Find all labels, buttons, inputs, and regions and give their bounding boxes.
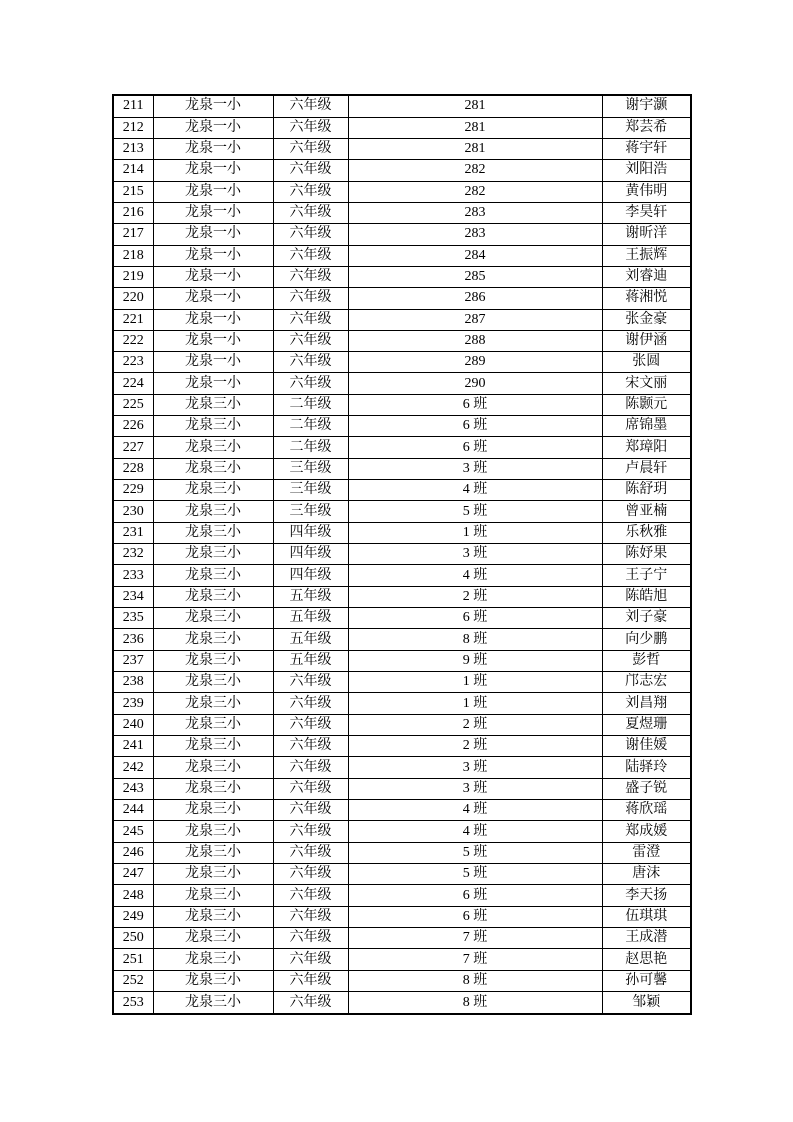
cell-class: 282 xyxy=(348,181,602,202)
table-row xyxy=(113,778,691,799)
table-row xyxy=(113,458,691,479)
cell-grade: 六年级 xyxy=(273,117,348,138)
cell-serial-number: 231 xyxy=(113,522,153,543)
cell-class: 1 班 xyxy=(348,522,602,543)
cell-school: 龙泉三小 xyxy=(153,885,273,906)
table-row xyxy=(113,629,691,650)
cell-grade: 六年级 xyxy=(273,202,348,223)
cell-serial-number: 235 xyxy=(113,608,153,629)
cell-serial-number: 244 xyxy=(113,800,153,821)
cell-school: 龙泉一小 xyxy=(153,160,273,181)
cell-class: 3 班 xyxy=(348,544,602,565)
table-row xyxy=(113,501,691,522)
cell-student-name: 谢宇灏 xyxy=(602,95,691,117)
cell-grade: 二年级 xyxy=(273,437,348,458)
cell-serial-number: 226 xyxy=(113,416,153,437)
cell-class: 5 班 xyxy=(348,842,602,863)
cell-serial-number: 211 xyxy=(113,95,153,117)
cell-school: 龙泉三小 xyxy=(153,842,273,863)
cell-student-name: 黄伟明 xyxy=(602,181,691,202)
table-row xyxy=(113,586,691,607)
cell-school: 龙泉一小 xyxy=(153,95,273,117)
table-row xyxy=(113,266,691,287)
cell-grade: 六年级 xyxy=(273,224,348,245)
cell-student-name: 陆驿玲 xyxy=(602,757,691,778)
cell-serial-number: 218 xyxy=(113,245,153,266)
cell-school: 龙泉三小 xyxy=(153,970,273,991)
cell-school: 龙泉一小 xyxy=(153,309,273,330)
cell-student-name: 邹颖 xyxy=(602,992,691,1015)
table-row xyxy=(113,800,691,821)
table-row xyxy=(113,928,691,949)
cell-serial-number: 228 xyxy=(113,458,153,479)
cell-class: 7 班 xyxy=(348,928,602,949)
cell-school: 龙泉三小 xyxy=(153,992,273,1015)
cell-school: 龙泉三小 xyxy=(153,437,273,458)
cell-grade: 三年级 xyxy=(273,480,348,501)
cell-class: 6 班 xyxy=(348,608,602,629)
table-row xyxy=(113,608,691,629)
table-row xyxy=(113,842,691,863)
table-row xyxy=(113,394,691,415)
cell-class: 281 xyxy=(348,138,602,159)
cell-school: 龙泉三小 xyxy=(153,650,273,671)
cell-class: 285 xyxy=(348,266,602,287)
cell-class: 4 班 xyxy=(348,480,602,501)
table-row xyxy=(113,352,691,373)
cell-school: 龙泉一小 xyxy=(153,352,273,373)
cell-grade: 六年级 xyxy=(273,864,348,885)
cell-school: 龙泉三小 xyxy=(153,629,273,650)
cell-serial-number: 246 xyxy=(113,842,153,863)
table-row xyxy=(113,288,691,309)
cell-serial-number: 234 xyxy=(113,586,153,607)
cell-school: 龙泉三小 xyxy=(153,416,273,437)
cell-serial-number: 221 xyxy=(113,309,153,330)
cell-grade: 二年级 xyxy=(273,416,348,437)
cell-class: 4 班 xyxy=(348,821,602,842)
cell-grade: 四年级 xyxy=(273,565,348,586)
cell-grade: 六年级 xyxy=(273,714,348,735)
cell-grade: 六年级 xyxy=(273,245,348,266)
cell-serial-number: 212 xyxy=(113,117,153,138)
cell-student-name: 郑璋阳 xyxy=(602,437,691,458)
cell-student-name: 刘睿迪 xyxy=(602,266,691,287)
cell-grade: 六年级 xyxy=(273,885,348,906)
table-row xyxy=(113,992,691,1015)
table-row xyxy=(113,565,691,586)
cell-school: 龙泉三小 xyxy=(153,586,273,607)
cell-student-name: 王振辉 xyxy=(602,245,691,266)
cell-grade: 二年级 xyxy=(273,394,348,415)
cell-student-name: 盛子锐 xyxy=(602,778,691,799)
cell-student-name: 刘子豪 xyxy=(602,608,691,629)
cell-serial-number: 230 xyxy=(113,501,153,522)
cell-student-name: 陈舒玥 xyxy=(602,480,691,501)
cell-student-name: 李天扬 xyxy=(602,885,691,906)
cell-school: 龙泉三小 xyxy=(153,501,273,522)
cell-grade: 六年级 xyxy=(273,949,348,970)
cell-class: 8 班 xyxy=(348,629,602,650)
cell-grade: 四年级 xyxy=(273,522,348,543)
cell-class: 1 班 xyxy=(348,693,602,714)
cell-student-name: 陈妤果 xyxy=(602,544,691,565)
cell-grade: 六年级 xyxy=(273,821,348,842)
cell-school: 龙泉三小 xyxy=(153,565,273,586)
cell-school: 龙泉一小 xyxy=(153,266,273,287)
cell-serial-number: 242 xyxy=(113,757,153,778)
cell-serial-number: 214 xyxy=(113,160,153,181)
cell-serial-number: 239 xyxy=(113,693,153,714)
cell-class: 6 班 xyxy=(348,885,602,906)
cell-grade: 三年级 xyxy=(273,458,348,479)
cell-serial-number: 220 xyxy=(113,288,153,309)
table-row xyxy=(113,117,691,138)
cell-school: 龙泉一小 xyxy=(153,373,273,394)
cell-school: 龙泉一小 xyxy=(153,224,273,245)
cell-class: 283 xyxy=(348,202,602,223)
cell-school: 龙泉三小 xyxy=(153,906,273,927)
table-row xyxy=(113,885,691,906)
table-row xyxy=(113,650,691,671)
cell-serial-number: 215 xyxy=(113,181,153,202)
cell-serial-number: 241 xyxy=(113,736,153,757)
cell-student-name: 曾亚楠 xyxy=(602,501,691,522)
cell-school: 龙泉一小 xyxy=(153,330,273,351)
cell-class: 2 班 xyxy=(348,714,602,735)
cell-grade: 六年级 xyxy=(273,352,348,373)
cell-class: 3 班 xyxy=(348,757,602,778)
cell-student-name: 郑成媛 xyxy=(602,821,691,842)
table-row xyxy=(113,138,691,159)
table-row xyxy=(113,757,691,778)
cell-student-name: 陈颢元 xyxy=(602,394,691,415)
table-row xyxy=(113,437,691,458)
cell-student-name: 刘昌翔 xyxy=(602,693,691,714)
cell-school: 龙泉三小 xyxy=(153,821,273,842)
cell-grade: 六年级 xyxy=(273,181,348,202)
cell-class: 282 xyxy=(348,160,602,181)
cell-grade: 六年级 xyxy=(273,992,348,1015)
cell-grade: 六年级 xyxy=(273,842,348,863)
cell-student-name: 陈皓旭 xyxy=(602,586,691,607)
table-row xyxy=(113,522,691,543)
cell-class: 286 xyxy=(348,288,602,309)
cell-serial-number: 243 xyxy=(113,778,153,799)
cell-grade: 六年级 xyxy=(273,373,348,394)
cell-serial-number: 251 xyxy=(113,949,153,970)
cell-serial-number: 232 xyxy=(113,544,153,565)
cell-serial-number: 219 xyxy=(113,266,153,287)
table-row xyxy=(113,672,691,693)
cell-serial-number: 224 xyxy=(113,373,153,394)
cell-school: 龙泉三小 xyxy=(153,672,273,693)
cell-class: 289 xyxy=(348,352,602,373)
cell-student-name: 张圆 xyxy=(602,352,691,373)
cell-school: 龙泉三小 xyxy=(153,394,273,415)
cell-class: 2 班 xyxy=(348,736,602,757)
cell-grade: 六年级 xyxy=(273,160,348,181)
table-row xyxy=(113,864,691,885)
cell-serial-number: 245 xyxy=(113,821,153,842)
cell-school: 龙泉一小 xyxy=(153,138,273,159)
cell-student-name: 王成潜 xyxy=(602,928,691,949)
cell-school: 龙泉三小 xyxy=(153,522,273,543)
cell-class: 3 班 xyxy=(348,458,602,479)
cell-student-name: 雷澄 xyxy=(602,842,691,863)
cell-school: 龙泉三小 xyxy=(153,778,273,799)
cell-student-name: 席锦墨 xyxy=(602,416,691,437)
cell-serial-number: 238 xyxy=(113,672,153,693)
cell-serial-number: 240 xyxy=(113,714,153,735)
cell-school: 龙泉一小 xyxy=(153,245,273,266)
cell-student-name: 唐沫 xyxy=(602,864,691,885)
cell-school: 龙泉一小 xyxy=(153,202,273,223)
cell-grade: 五年级 xyxy=(273,608,348,629)
cell-grade: 六年级 xyxy=(273,928,348,949)
cell-student-name: 彭哲 xyxy=(602,650,691,671)
cell-serial-number: 223 xyxy=(113,352,153,373)
cell-class: 290 xyxy=(348,373,602,394)
cell-student-name: 赵思艳 xyxy=(602,949,691,970)
cell-student-name: 邝志宏 xyxy=(602,672,691,693)
cell-class: 287 xyxy=(348,309,602,330)
cell-class: 1 班 xyxy=(348,672,602,693)
cell-school: 龙泉三小 xyxy=(153,757,273,778)
cell-grade: 六年级 xyxy=(273,736,348,757)
cell-class: 5 班 xyxy=(348,864,602,885)
cell-student-name: 孙可馨 xyxy=(602,970,691,991)
cell-class: 281 xyxy=(348,117,602,138)
table-row xyxy=(113,245,691,266)
table-row xyxy=(113,693,691,714)
cell-student-name: 宋文丽 xyxy=(602,373,691,394)
cell-class: 9 班 xyxy=(348,650,602,671)
cell-serial-number: 252 xyxy=(113,970,153,991)
cell-serial-number: 229 xyxy=(113,480,153,501)
cell-grade: 六年级 xyxy=(273,672,348,693)
cell-grade: 六年级 xyxy=(273,693,348,714)
table-row xyxy=(113,821,691,842)
table-row xyxy=(113,95,691,117)
cell-student-name: 谢佳媛 xyxy=(602,736,691,757)
cell-grade: 三年级 xyxy=(273,501,348,522)
cell-school: 龙泉三小 xyxy=(153,800,273,821)
cell-student-name: 李昊轩 xyxy=(602,202,691,223)
cell-student-name: 夏煜珊 xyxy=(602,714,691,735)
cell-school: 龙泉一小 xyxy=(153,181,273,202)
cell-grade: 六年级 xyxy=(273,309,348,330)
cell-school: 龙泉三小 xyxy=(153,928,273,949)
cell-serial-number: 216 xyxy=(113,202,153,223)
cell-class: 6 班 xyxy=(348,394,602,415)
table-row xyxy=(113,714,691,735)
cell-student-name: 蒋欣瑶 xyxy=(602,800,691,821)
cell-class: 284 xyxy=(348,245,602,266)
cell-class: 4 班 xyxy=(348,800,602,821)
cell-grade: 四年级 xyxy=(273,544,348,565)
cell-school: 龙泉三小 xyxy=(153,544,273,565)
cell-grade: 五年级 xyxy=(273,650,348,671)
table-row xyxy=(113,160,691,181)
cell-class: 6 班 xyxy=(348,906,602,927)
cell-class: 8 班 xyxy=(348,992,602,1015)
cell-grade: 六年级 xyxy=(273,757,348,778)
cell-grade: 六年级 xyxy=(273,970,348,991)
cell-class: 8 班 xyxy=(348,970,602,991)
cell-school: 龙泉三小 xyxy=(153,608,273,629)
student-table xyxy=(112,94,692,1015)
cell-serial-number: 248 xyxy=(113,885,153,906)
cell-class: 283 xyxy=(348,224,602,245)
cell-class: 5 班 xyxy=(348,501,602,522)
cell-school: 龙泉三小 xyxy=(153,949,273,970)
cell-grade: 六年级 xyxy=(273,266,348,287)
cell-serial-number: 217 xyxy=(113,224,153,245)
cell-serial-number: 247 xyxy=(113,864,153,885)
cell-student-name: 郑芸希 xyxy=(602,117,691,138)
cell-class: 3 班 xyxy=(348,778,602,799)
table-row xyxy=(113,544,691,565)
cell-student-name: 谢昕洋 xyxy=(602,224,691,245)
cell-class: 6 班 xyxy=(348,437,602,458)
student-table-body xyxy=(113,95,691,1014)
table-row xyxy=(113,181,691,202)
table-row xyxy=(113,970,691,991)
cell-school: 龙泉三小 xyxy=(153,736,273,757)
cell-student-name: 伍琪琪 xyxy=(602,906,691,927)
cell-grade: 六年级 xyxy=(273,906,348,927)
cell-grade: 五年级 xyxy=(273,586,348,607)
cell-school: 龙泉一小 xyxy=(153,117,273,138)
cell-school: 龙泉三小 xyxy=(153,480,273,501)
cell-class: 4 班 xyxy=(348,565,602,586)
cell-student-name: 向少鹏 xyxy=(602,629,691,650)
cell-grade: 六年级 xyxy=(273,800,348,821)
cell-school: 龙泉三小 xyxy=(153,458,273,479)
cell-grade: 六年级 xyxy=(273,330,348,351)
cell-student-name: 蒋湘悦 xyxy=(602,288,691,309)
table-row xyxy=(113,949,691,970)
table-row xyxy=(113,373,691,394)
cell-class: 7 班 xyxy=(348,949,602,970)
cell-school: 龙泉三小 xyxy=(153,693,273,714)
cell-grade: 五年级 xyxy=(273,629,348,650)
cell-grade: 六年级 xyxy=(273,95,348,117)
cell-student-name: 张金豪 xyxy=(602,309,691,330)
table-row xyxy=(113,309,691,330)
cell-class: 288 xyxy=(348,330,602,351)
cell-grade: 六年级 xyxy=(273,778,348,799)
cell-serial-number: 237 xyxy=(113,650,153,671)
table-row xyxy=(113,906,691,927)
cell-serial-number: 213 xyxy=(113,138,153,159)
cell-serial-number: 222 xyxy=(113,330,153,351)
table-row xyxy=(113,330,691,351)
cell-school: 龙泉三小 xyxy=(153,714,273,735)
cell-student-name: 蒋宇轩 xyxy=(602,138,691,159)
table-row xyxy=(113,736,691,757)
table-row xyxy=(113,416,691,437)
cell-grade: 六年级 xyxy=(273,138,348,159)
cell-student-name: 王子宁 xyxy=(602,565,691,586)
cell-class: 2 班 xyxy=(348,586,602,607)
cell-serial-number: 253 xyxy=(113,992,153,1015)
cell-student-name: 谢伊涵 xyxy=(602,330,691,351)
cell-student-name: 刘阳浩 xyxy=(602,160,691,181)
cell-serial-number: 227 xyxy=(113,437,153,458)
cell-serial-number: 236 xyxy=(113,629,153,650)
table-row xyxy=(113,224,691,245)
table-row xyxy=(113,480,691,501)
cell-school: 龙泉一小 xyxy=(153,288,273,309)
table-row xyxy=(113,202,691,223)
cell-class: 6 班 xyxy=(348,416,602,437)
cell-student-name: 乐秋雅 xyxy=(602,522,691,543)
cell-class: 281 xyxy=(348,95,602,117)
cell-serial-number: 249 xyxy=(113,906,153,927)
cell-school: 龙泉三小 xyxy=(153,864,273,885)
cell-student-name: 卢晨轩 xyxy=(602,458,691,479)
cell-serial-number: 250 xyxy=(113,928,153,949)
cell-serial-number: 233 xyxy=(113,565,153,586)
cell-serial-number: 225 xyxy=(113,394,153,415)
cell-grade: 六年级 xyxy=(273,288,348,309)
